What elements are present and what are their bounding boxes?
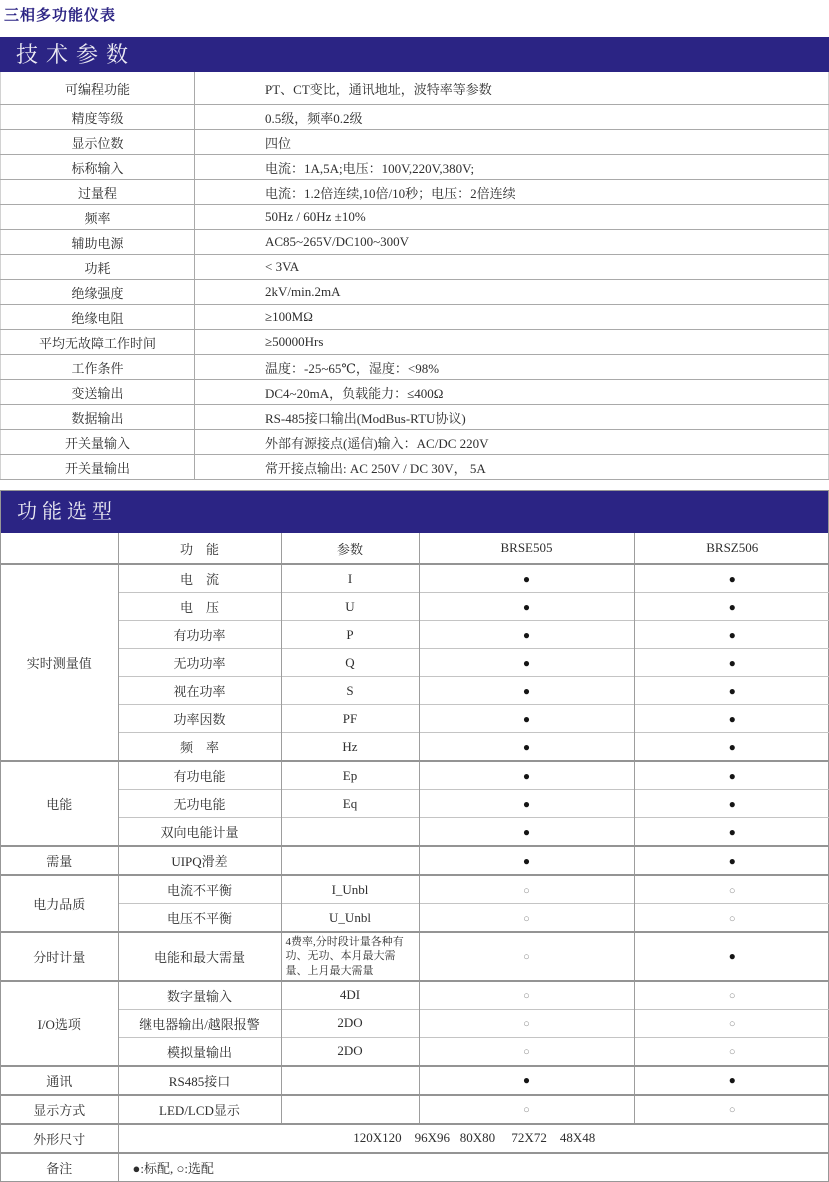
option-cell	[634, 705, 829, 733]
spec-value: < 3VA	[195, 255, 829, 280]
function-row	[1, 818, 829, 847]
spec-value: 电流：1A,5A;电压：100V,220V,380V;	[195, 155, 829, 180]
spec-row	[1, 72, 829, 105]
option-cell	[634, 818, 829, 847]
function-cell: 频 率	[118, 733, 281, 762]
standard-dot-icon: ●	[728, 949, 736, 964]
option-cell	[419, 1095, 634, 1124]
spec-value: RS-485接口输出(ModBus-RTU协议)	[195, 405, 829, 430]
standard-dot-icon: ●	[522, 739, 531, 754]
option-cell	[634, 1095, 829, 1124]
category-cell: 需量	[1, 846, 118, 875]
function-row	[1, 705, 829, 733]
spec-label: 绝缘强度	[1, 280, 195, 305]
param-cell: Eq	[281, 790, 419, 818]
spec-label: 频率	[1, 205, 195, 230]
column-header-category	[1, 533, 118, 564]
standard-dot-icon: ●	[728, 853, 736, 868]
spec-value: ≥50000Hrs	[195, 330, 829, 355]
optional-dot-icon: ○	[523, 1046, 530, 1059]
option-cell	[419, 875, 634, 904]
optional-dot-icon: ○	[523, 884, 530, 897]
standard-dot-icon: ●	[728, 768, 736, 783]
param-cell: U_Unbl	[281, 904, 419, 933]
option-cell	[634, 875, 829, 904]
option-cell	[419, 649, 634, 677]
optional-dot-icon: ○	[728, 912, 736, 925]
optional-dot-icon: ○	[728, 1018, 736, 1031]
option-cell	[634, 733, 829, 762]
standard-dot-icon: ●	[728, 655, 736, 670]
standard-dot-icon: ●	[728, 599, 736, 614]
function-cell: 电流不平衡	[118, 875, 281, 904]
tech-params-header	[0, 37, 829, 72]
standard-dot-icon: ●	[728, 824, 736, 839]
function-row	[1, 1009, 829, 1037]
standard-dot-icon: ●	[522, 711, 531, 726]
note-legend: ●:标配, ○:选配	[118, 1153, 829, 1181]
column-header-param: 参数	[281, 533, 419, 564]
option-cell	[634, 790, 829, 818]
tech-params-section	[0, 37, 829, 480]
standard-dot-icon: ●	[728, 571, 736, 586]
function-cell: 有功电能	[118, 761, 281, 790]
spec-row	[1, 230, 829, 255]
spec-value: ≥100MΩ	[195, 305, 829, 330]
page-title: 三相多功能仪表	[4, 7, 117, 24]
spec-row	[1, 405, 829, 430]
function-row	[1, 1066, 829, 1095]
standard-dot-icon: ●	[728, 711, 736, 726]
option-cell	[419, 932, 634, 981]
option-cell	[634, 1009, 829, 1037]
spec-row	[1, 205, 829, 230]
function-row	[1, 761, 829, 790]
function-selection-section	[0, 490, 829, 1182]
standard-dot-icon: ●	[728, 683, 736, 698]
param-cell	[281, 818, 419, 847]
spec-row	[1, 130, 829, 155]
function-selection-header-label: 功能选型	[17, 501, 117, 523]
standard-dot-icon: ●	[522, 655, 531, 670]
option-cell	[419, 1009, 634, 1037]
spec-value: PT、CT变比，通讯地址，波特率等参数	[195, 72, 829, 105]
spec-label: 变送输出	[1, 380, 195, 405]
option-cell	[419, 818, 634, 847]
spec-value: 常开接点输出: AC 250V / DC 30V， 5A	[195, 455, 829, 480]
category-cell: 分时计量	[1, 932, 118, 981]
function-row	[1, 593, 829, 621]
spec-value: DC4~20mA，负载能力：≤400Ω	[195, 380, 829, 405]
category-cell: 电力品质	[1, 875, 118, 932]
optional-dot-icon: ○	[523, 990, 530, 1003]
spec-row	[1, 155, 829, 180]
option-cell	[634, 564, 829, 593]
option-cell	[419, 1066, 634, 1095]
function-cell: 继电器输出/越限报警	[118, 1009, 281, 1037]
tech-params-table	[0, 72, 829, 480]
option-cell	[419, 1037, 634, 1066]
function-cell: 电压不平衡	[118, 904, 281, 933]
category-cell: I/O选项	[1, 981, 118, 1066]
option-cell	[634, 593, 829, 621]
spec-label: 显示位数	[1, 130, 195, 155]
size-label: 外形尺寸	[1, 1124, 118, 1153]
option-cell	[419, 733, 634, 762]
option-cell	[419, 593, 634, 621]
option-cell	[634, 761, 829, 790]
option-cell	[419, 846, 634, 875]
param-cell	[281, 846, 419, 875]
size-values: 120X120 96X96 80X80 72X72 48X48	[118, 1124, 829, 1153]
spec-value: AC85~265V/DC100~300V	[195, 230, 829, 255]
function-cell: UIPQ滑差	[118, 846, 281, 875]
function-row	[1, 649, 829, 677]
function-row	[1, 904, 829, 933]
standard-dot-icon: ●	[728, 627, 736, 642]
option-cell	[419, 564, 634, 593]
tech-params-header-label: 技术参数	[16, 42, 137, 67]
option-cell	[634, 1066, 829, 1095]
param-cell: 2DO	[281, 1009, 419, 1037]
standard-dot-icon: ●	[522, 571, 531, 586]
standard-dot-icon: ●	[522, 1073, 531, 1088]
spec-value: 四位	[195, 130, 829, 155]
spec-label: 数据输出	[1, 405, 195, 430]
function-selection-table	[1, 533, 829, 1181]
standard-dot-icon: ●	[522, 768, 531, 783]
optional-dot-icon: ○	[728, 1046, 736, 1059]
spec-row	[1, 330, 829, 355]
spec-value: 2kV/min.2mA	[195, 280, 829, 305]
option-cell	[634, 904, 829, 933]
function-cell: 视在功率	[118, 677, 281, 705]
optional-dot-icon: ○	[728, 990, 736, 1003]
param-cell: Hz	[281, 733, 419, 762]
spec-label: 辅助电源	[1, 230, 195, 255]
function-cell: 无功功率	[118, 649, 281, 677]
function-selection-header	[1, 491, 828, 533]
spec-row	[1, 255, 829, 280]
spec-value: 外部有源接点(遥信)输入：AC/DC 220V	[195, 430, 829, 455]
spec-row	[1, 430, 829, 455]
standard-dot-icon: ●	[728, 796, 736, 811]
option-cell	[634, 1037, 829, 1066]
param-cell: PF	[281, 705, 419, 733]
param-cell	[281, 1095, 419, 1124]
standard-dot-icon: ●	[522, 627, 531, 642]
standard-dot-icon: ●	[522, 824, 531, 839]
function-row	[1, 846, 829, 875]
page	[0, 4, 829, 1182]
standard-dot-icon: ●	[522, 853, 531, 868]
spec-row	[1, 380, 829, 405]
spec-row	[1, 105, 829, 130]
spec-label: 功耗	[1, 255, 195, 280]
column-header-brse505: BRSE505	[419, 533, 634, 564]
function-row	[1, 981, 829, 1010]
param-cell	[281, 1066, 419, 1095]
option-cell	[419, 621, 634, 649]
option-cell	[634, 846, 829, 875]
function-cell: 无功电能	[118, 790, 281, 818]
spec-row	[1, 355, 829, 380]
category-cell: 实时测量值	[1, 564, 118, 761]
param-cell: U	[281, 593, 419, 621]
param-cell: P	[281, 621, 419, 649]
category-cell: 通讯	[1, 1066, 118, 1095]
spec-label: 开关量输入	[1, 430, 195, 455]
option-cell	[634, 677, 829, 705]
function-row	[1, 1095, 829, 1124]
optional-dot-icon: ○	[523, 1104, 530, 1117]
param-cell: Q	[281, 649, 419, 677]
spec-row	[1, 280, 829, 305]
optional-dot-icon: ○	[728, 884, 736, 897]
function-row	[1, 621, 829, 649]
column-header-brsz506: BRSZ506	[634, 533, 829, 564]
param-cell: 4费率,分时段计量各种有功、无功、本月最大需量、上月最大需量	[281, 932, 419, 981]
function-row	[1, 932, 829, 981]
param-cell: 2DO	[281, 1037, 419, 1066]
spec-row	[1, 455, 829, 480]
standard-dot-icon: ●	[522, 683, 531, 698]
function-cell: 电 流	[118, 564, 281, 593]
function-cell: 模拟量输出	[118, 1037, 281, 1066]
option-cell	[634, 981, 829, 1010]
note-label: 备注	[1, 1153, 118, 1181]
standard-dot-icon: ●	[728, 1073, 736, 1088]
function-cell: 功率因数	[118, 705, 281, 733]
spec-label: 可编程功能	[1, 72, 195, 105]
function-cell: 电 压	[118, 593, 281, 621]
spec-row	[1, 180, 829, 205]
standard-dot-icon: ●	[728, 739, 736, 754]
spec-value: 电流：1.2倍连续,10倍/10秒；电压：2倍连续	[195, 180, 829, 205]
option-cell	[419, 705, 634, 733]
function-row	[1, 677, 829, 705]
note-row	[1, 1153, 829, 1181]
function-row	[1, 1037, 829, 1066]
option-cell	[419, 904, 634, 933]
standard-dot-icon: ●	[522, 796, 531, 811]
optional-dot-icon: ○	[523, 1018, 530, 1031]
spec-label: 过量程	[1, 180, 195, 205]
param-cell: Ep	[281, 761, 419, 790]
spec-label: 工作条件	[1, 355, 195, 380]
option-cell	[419, 790, 634, 818]
spec-value: 50Hz / 60Hz ±10%	[195, 205, 829, 230]
spec-label: 标称输入	[1, 155, 195, 180]
column-header-row	[1, 533, 829, 564]
option-cell	[634, 649, 829, 677]
function-row	[1, 875, 829, 904]
function-row	[1, 564, 829, 593]
param-cell: 4DI	[281, 981, 419, 1010]
option-cell	[419, 677, 634, 705]
function-row	[1, 790, 829, 818]
spec-row	[1, 305, 829, 330]
optional-dot-icon: ○	[523, 912, 530, 925]
param-cell: I_Unbl	[281, 875, 419, 904]
option-cell	[419, 981, 634, 1010]
option-cell	[634, 621, 829, 649]
param-cell: I	[281, 564, 419, 593]
category-cell: 电能	[1, 761, 118, 846]
spec-label: 精度等级	[1, 105, 195, 130]
option-cell	[419, 761, 634, 790]
function-cell: 双向电能计量	[118, 818, 281, 847]
param-cell: S	[281, 677, 419, 705]
spec-label: 开关量输出	[1, 455, 195, 480]
column-header-function: 功 能	[118, 533, 281, 564]
option-cell	[634, 932, 829, 981]
spec-label: 平均无故障工作时间	[1, 330, 195, 355]
spec-label: 绝缘电阻	[1, 305, 195, 330]
function-cell: 电能和最大需量	[118, 932, 281, 981]
optional-dot-icon: ○	[523, 951, 530, 964]
optional-dot-icon: ○	[728, 1104, 736, 1117]
function-cell: 有功功率	[118, 621, 281, 649]
category-cell: 显示方式	[1, 1095, 118, 1124]
standard-dot-icon: ●	[522, 599, 531, 614]
spec-value: 0.5级，频率0.2级	[195, 105, 829, 130]
function-cell: RS485接口	[118, 1066, 281, 1095]
size-row	[1, 1124, 829, 1153]
function-cell: LED/LCD显示	[118, 1095, 281, 1124]
function-cell: 数字量输入	[118, 981, 281, 1010]
function-row	[1, 733, 829, 762]
spec-value: 温度：-25~65℃，湿度：<98%	[195, 355, 829, 380]
